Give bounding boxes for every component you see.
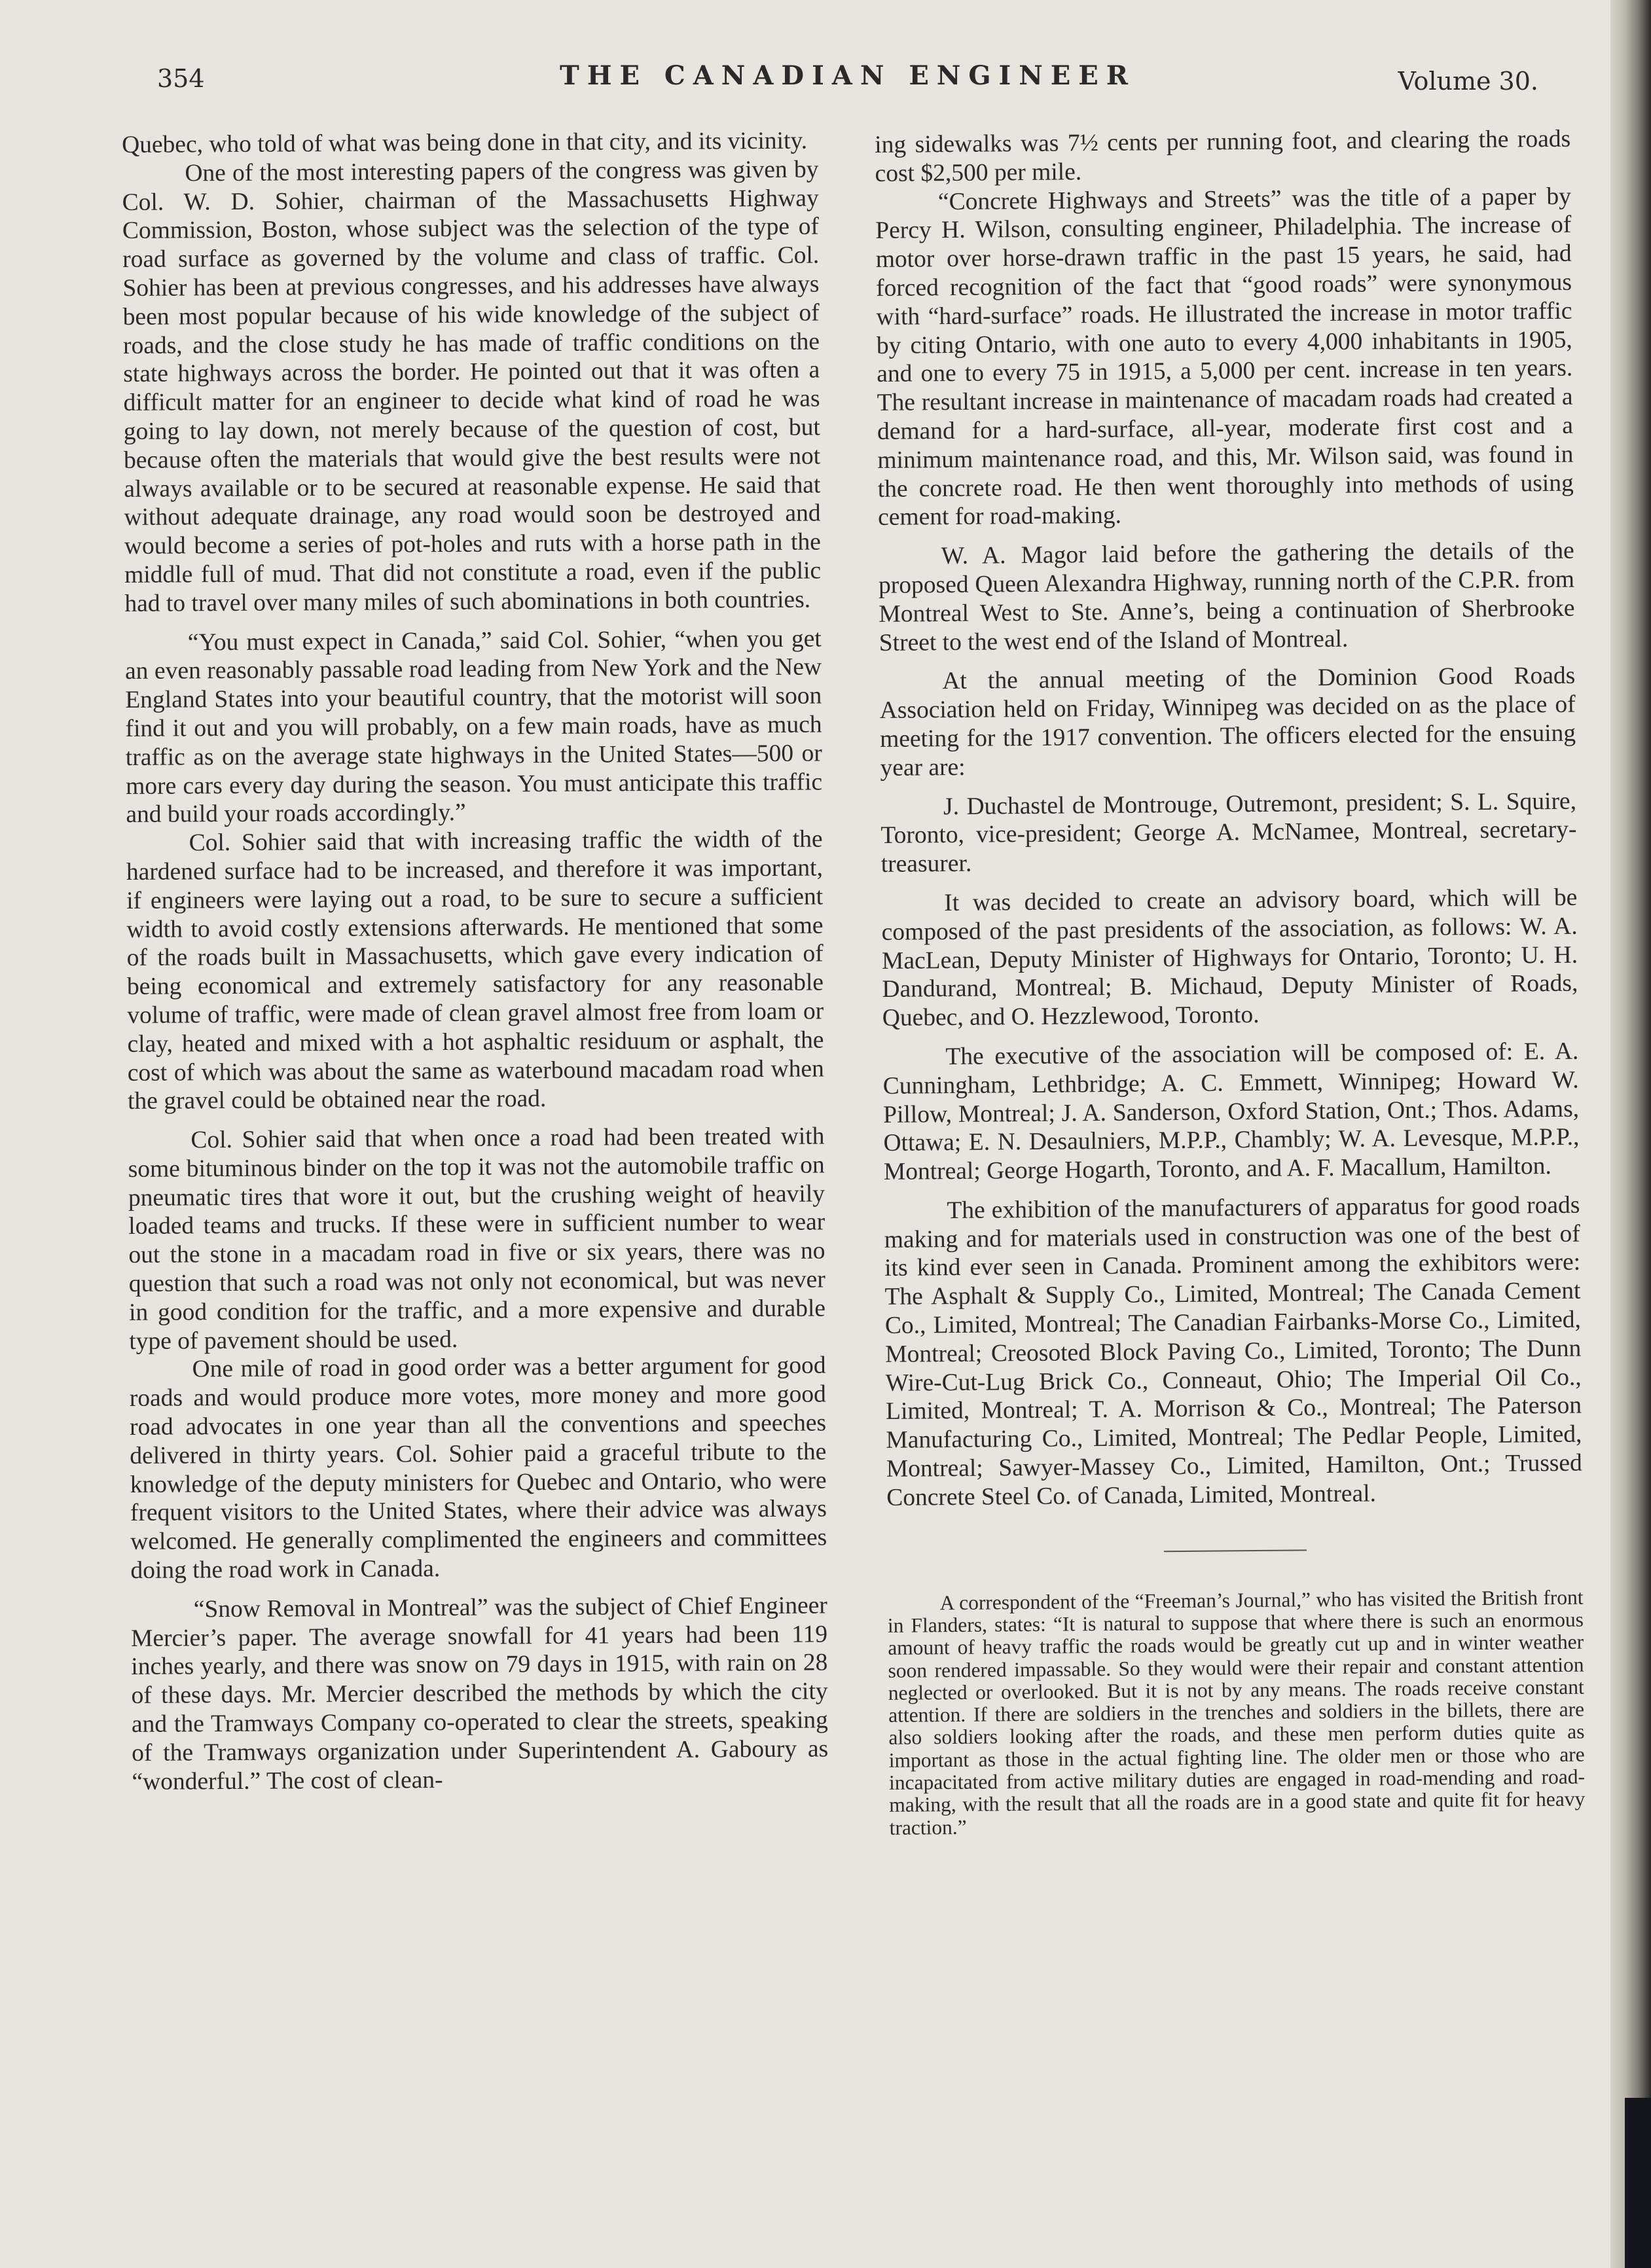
paragraph: It was decided to create an advisory board, which will be composed of the past presidents of the association, as follows: W. A. MacLean, Deputy Minister of Highways for Ontario, Toronto; U. H. Dandurand, Montreal; B. Michaud, Deputy Minister of Roads, Quebec, and O. Hezzlewood, Toronto.	[881, 884, 1578, 1032]
paragraph: Col. Sohier said that when once a road had been treated with some bituminous binder on the top it was not the automobile traffic on pneumatic tires that wore it out, but the crushing weight of heavily loaded teams and trucks. If these were in sufficient number to wear out the stone in a macadam road in five or six years, there was no question that such a road was not only not economical, but was never in good condition for the traffic, and a more expensive and durable type of pavement should be used.	[128, 1123, 826, 1355]
paragraph: W. A. Magor laid before the gathering the details of the proposed Queen Alexandra Highway, running north of the C.P.R. from Montreal West to Ste. Anne’s, being a continuation of Sherbrooke Street to the west end of the Island of Montreal.	[878, 537, 1575, 657]
paragraph: ing sidewalks was 7½ cents per running foot, and clearing the roads cost $2,500 per mile.	[875, 125, 1571, 187]
paragraph: “Snow Removal in Montreal” was the subject of Chief Engineer Mercier’s paper. The average snowfall for 41 years had been 119 inches yearly, and there was snow on 79 days in 1915, with rain on 28 of these days. Mr. Mercier described the methods by which the city and the Tramways Company co-operated to clear the streets, speaking of the Tramways organization under Superintendent A. Gaboury as “wonderful.” The cost of clean-	[130, 1592, 829, 1795]
paragraph: One mile of road in good order was a better argument for good roads and would produce more votes, more money and more good road advocates in one year than all the conventions and speeches delivered in thirty years. Col. Sohier paid a graceful tribute to the knowledge of the deputy ministers for Quebec and Ontario, who were frequent visitors to the United States, where their advice was always welcomed. He generally complimented the engineers and committees doing the road work in Canada.	[129, 1352, 827, 1585]
paragraph: “You must expect in Canada,” said Col. Sohier, “when you get an even reasonably passable road leading from New York and the New England States into your beautiful country, that the motorist will soon find it out and you will probably, on a few main roads, have as much traffic as on the average state highways in the United States—500 or more cars every day during the season. You must anticipate this traffic and build your roads accordingly.”	[124, 625, 823, 829]
background-edge	[1625, 2098, 1651, 2268]
paragraph: The executive of the association will be composed of: E. A. Cunningham, Lethbridge; A. C. Emmett, Winnipeg; Howard W. Pillow, Montreal; J. A. Sanderson, Oxford Station, Ont.; Thos. Adams, Ottawa; E. N. Desaulniers, M.P.P., Chambly; W. A. Levesque, M.P.P., Montreal; George Hogarth, Toronto, and A. F. Macallum, Hamilton.	[882, 1037, 1580, 1186]
volume-label: Volume 30.	[1398, 67, 1538, 96]
paragraph: J. Duchastel de Montrouge, Outremont, president; S. L. Squire, Toronto, vice-president; George A. McNamee, Montreal, secretary-treasurer.	[880, 787, 1577, 878]
footnote-block	[887, 1586, 1585, 1839]
journal-title: THE CANADIAN ENGINEER	[559, 60, 1136, 91]
paragraph: Col. Sohier said that with increasing traffic the width of the hardened surface had to be increased, and therefore it was important, if engineers were laying out a road, to be sure to secure a sufficient width to avoid costly extensions afterwards. He mentioned that some of the roads built in Massachusetts, which gave every indication of being economical and extremely satisfactory for any reasonable volume of traffic, were made of clean gravel almost free from loam or clay, heated and mixed with a hot asphaltic residuum or asphalt, the cost of which was about the same as waterbound macadam road when the gravel could be obtained near the road.	[126, 825, 824, 1115]
left-column	[122, 127, 829, 1797]
page-header	[157, 60, 1538, 106]
paragraph: “Concrete Highways and Streets” was the title of a paper by Percy H. Wilson, consulting engineer, Philadelphia. The increase of motor over horse-drawn traffic in the past 15 years, he said, had forced recognition of the fact that “good roads” were synonymous with “hard-surface” roads. He illustrated the increase in motor traffic by citing Ontario, with one auto to every 4,000 inhabitants in 1905, and one to every 75 in 1915, a 5,000 per cent. increase in ten years. The resultant increase in maintenance of macadam roads had created a demand for a hard-surface, all-year, moderate first cost and a minimum maintenance road, and this, Mr. Wilson said, was found in the concrete road. He then went thoroughly into methods of using cement for road-making.	[875, 183, 1574, 531]
page-number: 354	[157, 64, 205, 93]
paragraph: At the annual meeting of the Dominion Good Roads Association held on Friday, Winnipeg was decided on as the place of meeting for the 1917 convention. The officers elected for the ensuing year are:	[879, 662, 1576, 782]
book-spine-shadow	[1610, 0, 1651, 2268]
right-column	[875, 125, 1586, 1839]
section-divider	[1163, 1549, 1306, 1552]
footnote-paragraph: A correspondent of the “Freeman’s Journal,” who has visited the British front in Flanders, states: “It is natural to suppose that where there is such an enormous amount of heavy traffic the roads would be greatly cut up and in winter weather soon rendered impassable. So they would were their repair and constant attention neglected or overlooked. But it is not by any means. The roads receive constant attention. If there are soldiers in the trenches and soldiers in the billets, there are also soldiers looking after the roads, and these men perform duties quite as important as those in the actual fighting line. The older men or those who are incapacitated from active military duties are engaged in road-mending and road-making, with the result that all the roads are in a good state and quite fit for heavy traction.”	[887, 1585, 1586, 1839]
paragraph: The exhibition of the manufacturers of apparatus for good roads making and for materials used in construction was one of the best of its kind ever seen in Canada. Prominent among the exhibitors were: The Asphalt & Supply Co., Limited, Montreal; The Canada Cement Co., Limited, Montreal; The Canadian Fairbanks-Morse Co., Limited, Montreal; Creosoted Block Paving Co., Limited, Toronto; The Dunn Wire-Cut-Lug Brick Co., Conneaut, Ohio; The Imperial Oil Co., Limited, Montreal; T. A. Morrison & Co., Montreal; The Paterson Manufacturing Co., Limited, Montreal; The Pedlar People, Limited, Montreal; Sawyer-Massey Co., Limited, Hamilton, Ont.; Trussed Concrete Steel Co. of Canada, Limited, Montreal.	[884, 1191, 1582, 1511]
paragraph: Quebec, who told of what was being done in that city, and its vicinity.	[122, 127, 808, 158]
paragraph: One of the most interesting papers of the congress was given by Col. W. D. Sohier, chairman of the Massachusetts Highway Commission, Boston, whose subject was the selection of the type of road surface as governed by the volume and class of traffic. Col. Sohier has been at previous congresses, and his addresses have always been most popular because of his wide knowledge of the subject of roads, and the close study he has made of traffic conditions on the state highways across the border. He pointed out that it was often a difficult matter for an engineer to decide what kind of road he was going to lay down, not merely because of the question of cost, but because often the materials that would give the best results were not always available or to be secured at reasonable expense. He said that without adequate drainage, any road would soon be destroyed and would become a series of pot-holes and ruts with a horse path in the middle full of mud. That did not constitute a road, even if the public had to travel over many miles of such abominations in both countries.	[122, 156, 822, 617]
